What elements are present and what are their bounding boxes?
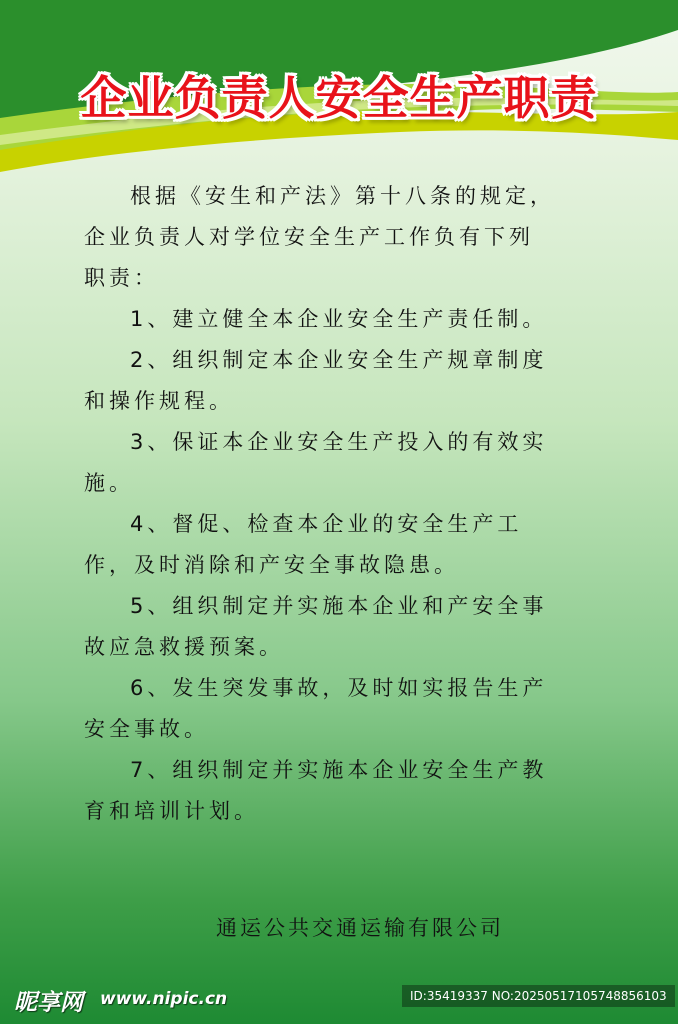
- item-2-line-1: 2、组织制定本企业安全生产规章制度: [130, 348, 548, 372]
- page-title: 企业负责人安全生产职责: [80, 71, 598, 125]
- company-name: 通运公共交通运输有限公司: [216, 916, 504, 940]
- item-7-line-2: 育和培训计划。: [84, 799, 259, 823]
- intro-line-1: 根据《安生和产法》第十八条的规定，: [130, 184, 555, 208]
- item-3-line-2: 施。: [84, 471, 134, 495]
- intro-line-3: 职责：: [84, 266, 159, 290]
- item-4-line-1: 4、督促、检查本企业的安全生产工: [130, 512, 523, 536]
- watermark-id: ID:35419337 NO:20250517105748856103: [402, 985, 675, 1007]
- item-2-line-2: 和操作规程。: [84, 389, 234, 413]
- item-7-line-1: 7、组织制定并实施本企业安全生产教: [130, 758, 548, 782]
- watermark-logo: 昵享网: [14, 990, 83, 1016]
- body-text: [84, 176, 594, 832]
- item-3-line-1: 3、保证本企业安全生产投入的有效实: [130, 430, 548, 454]
- item-6-line-2: 安全事故。: [84, 717, 209, 741]
- watermark-url: www.nipic.cn: [100, 989, 228, 1009]
- item-5-line-1: 5、组织制定并实施本企业和产安全事: [130, 594, 548, 618]
- item-4-line-2: 作，及时消除和产安全事故隐患。: [84, 553, 459, 577]
- item-5-line-2: 故应急救援预案。: [84, 635, 284, 659]
- intro-line-2: 企业负责人对学位安全生产工作负有下列: [84, 225, 534, 249]
- item-6-line-1: 6、发生突发事故，及时如实报告生产: [130, 676, 548, 700]
- item-1: 1、建立健全本企业安全生产责任制。: [130, 307, 548, 331]
